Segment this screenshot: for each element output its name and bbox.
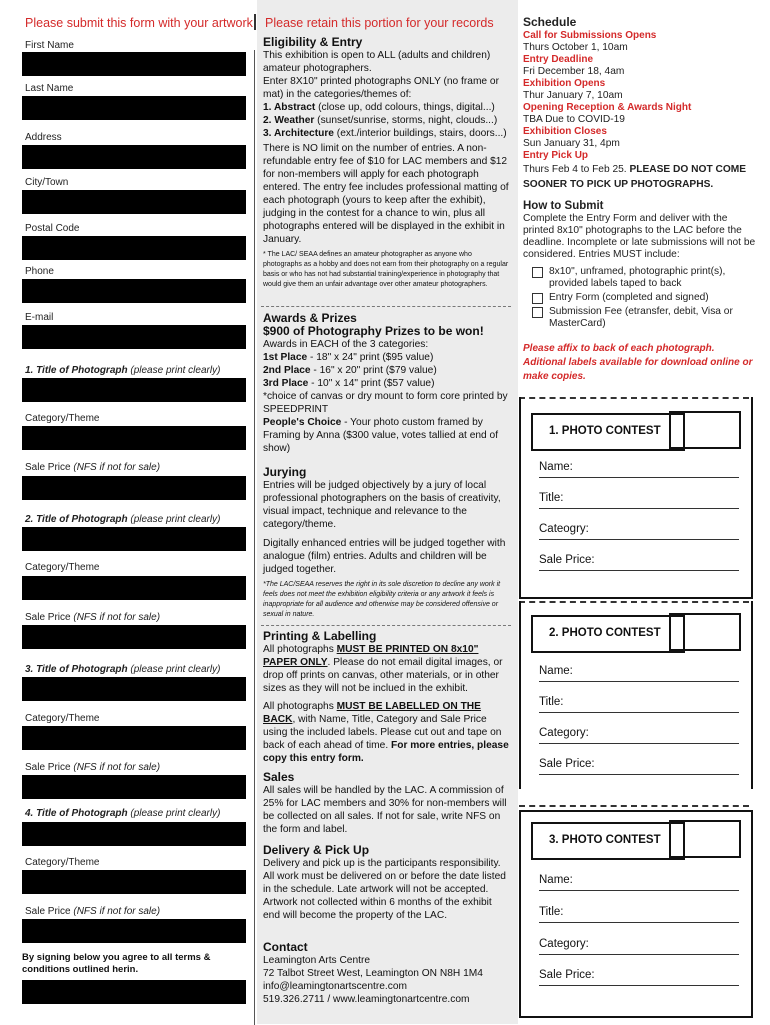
photo-2-category-field[interactable] (22, 576, 246, 600)
schedule-item-value: Thurs October 1, 10am (523, 42, 628, 53)
phone-field[interactable] (22, 279, 246, 303)
city-field[interactable] (22, 190, 246, 214)
photo-1-category-label: Category/Theme (25, 413, 100, 424)
contact-title: Contact (263, 940, 308, 954)
label-title-box: 3. PHOTO CONTEST (531, 822, 685, 860)
label-category-row[interactable]: Category: (539, 727, 739, 744)
photo-4-category-label: Category/Theme (25, 857, 100, 868)
schedule-item-label: Call for Submissions Opens (523, 30, 657, 41)
photo-3-title-label: 3. Title of Photograph (please print clearly) (25, 664, 221, 675)
checklist-item[interactable]: Submission Fee (etransfer, debit, Visa or MasterCard) (532, 306, 758, 330)
label-title-box: 1. PHOTO CONTEST (531, 413, 685, 451)
contact-section (263, 941, 511, 1006)
delivery-title: Delivery & Pick Up (263, 843, 370, 857)
photo-2-price-field[interactable] (22, 625, 246, 649)
category-architecture: 3. Architecture (ext./interior buildings, stairs, doors...) (263, 128, 507, 139)
awards-intro: Awards in EACH of the 3 categories: (263, 339, 429, 350)
photo-3-category-label: Category/Theme (25, 713, 100, 724)
label-card-3 (519, 810, 753, 1018)
third-place: 3rd Place - 10" x 14" print ($57 value) (263, 378, 435, 389)
contact-email[interactable]: info@leamingtonartscentre.com (263, 981, 407, 992)
label-title-row[interactable]: Title: (539, 696, 739, 713)
choice-note: *choice of canvas or dry mount to form core printed by SPEEDPRINT (263, 391, 508, 415)
checkbox-icon[interactable] (532, 307, 543, 318)
label-name-row[interactable]: Name: (539, 461, 739, 478)
checklist-item[interactable]: 8x10", unframed, photographic print(s), provided labels taped to back (532, 266, 758, 290)
email-label: E-mail (25, 312, 54, 323)
label-price-row[interactable]: Sale Price: (539, 969, 739, 986)
label-title-row[interactable]: Title: (539, 492, 739, 509)
signature-note: By signing below you agree to all terms & conditions outlined herin. (22, 952, 211, 975)
pickup-details: Thurs Feb 4 to Feb 25. PLEASE DO NOT COME SOONER TO PICK UP PHOTOGRAPHS. (523, 164, 747, 190)
schedule-title: Schedule (523, 15, 577, 29)
checkbox-icon[interactable] (532, 267, 543, 278)
eligibility-p1: This exhibition is open to ALL (adults and children) amateur photographers. (263, 50, 491, 74)
schedule-item-label: Opening Reception & Awards Night (523, 102, 692, 113)
last-name-field[interactable] (22, 96, 246, 120)
label-price-row[interactable]: Sale Price: (539, 554, 739, 571)
awards-section (263, 312, 511, 455)
amateur-footnote: * The LAC/ SEAA defines an amateur photographer as anyone who photographs as a hobby and does not earn from their photography on a regular basis or who has not had substantial training/experience in photography that would give them an unfair advantage over other amateur photographers. (263, 251, 509, 288)
jurying-section (263, 466, 511, 620)
label-corner-box (669, 613, 741, 651)
peoples-choice: People's Choice - Your photo custom framed by Framing by Anna ($300 value, votes tallied at end of show) (263, 417, 499, 454)
label-price-row[interactable]: Sale Price: (539, 758, 739, 775)
printing-title: Printing & Labelling (263, 629, 377, 643)
printing-section (263, 630, 511, 765)
jurying-p2: Digitally enhanced entries will be judged together with analogue (film) entries. Adults and children will be judged together. (263, 538, 506, 575)
divider (261, 625, 511, 626)
first-name-field[interactable] (22, 52, 246, 76)
schedule-item-label: Exhibition Closes (523, 126, 607, 137)
label-corner-box (669, 411, 741, 449)
photo-3-price-label: Sale Price (NFS if not for sale) (25, 762, 161, 773)
label-category-row[interactable]: Cateogry: (539, 523, 739, 540)
eligibility-section (263, 36, 511, 290)
label-card-1 (519, 397, 753, 599)
photo-3-price-field[interactable] (22, 775, 246, 799)
signature-field[interactable] (22, 980, 246, 1004)
awards-title: Awards & Prizes (263, 311, 357, 325)
photo-4-category-field[interactable] (22, 870, 246, 894)
records-heading: Please retain this portion for your records (265, 16, 494, 30)
photo-2-title-label: 2. Title of Photograph (please print clearly) (25, 514, 221, 525)
photo-4-price-field[interactable] (22, 919, 246, 943)
photo-2-category-label: Category/Theme (25, 562, 100, 573)
divider (261, 306, 511, 307)
schedule-item-value: Sun January 31, 4pm (523, 138, 620, 149)
first-name-label: First Name (25, 40, 74, 51)
city-label: City/Town (25, 177, 69, 188)
contact-address: 72 Talbot Street West, Leamington ON N8H 1M4 (263, 968, 483, 979)
printing-p2: All photographs MUST BE LABELLED ON THE BACK, with Name, Title, Category and Sale Price using the included labels. Please cut out and tape on back of each ahead of time. For more entries, please copy this entry form. (263, 701, 509, 764)
photo-1-title-field[interactable] (22, 378, 246, 402)
jurying-title: Jurying (263, 465, 307, 479)
category-weather: 2. Weather (sunset/sunrise, storms, night, clouds...) (263, 115, 498, 126)
schedule-item-value: Fri December 18, 4am (523, 66, 625, 77)
label-card-2 (519, 601, 753, 789)
jurying-p1: Entries will be judged objectively by a jury of local professional photographers on the basis of creativity, visual impact, technique and relevance to the category/theme. (263, 480, 501, 530)
sales-section (263, 771, 511, 836)
contact-org: Leamington Arts Centre (263, 955, 371, 966)
second-place: 2nd Place - 16" x 20" print ($79 value) (263, 365, 437, 376)
photo-4-title-label: 4. Title of Photograph (please print clearly) (25, 808, 221, 819)
sales-p1: All sales will be handled by the LAC. A commission of 25% for LAC members and 30% for non-members will be collected on all sales. If not for sale, write NFS on the form and label. (263, 785, 507, 835)
checkbox-icon[interactable] (532, 293, 543, 304)
label-category-row[interactable]: Category: (539, 938, 739, 955)
jurying-note: *The LAC/SEAA reserves the right in its sole discretion to decline any work it feels does not meet the exhibition eligibility criteria or any artwork it feels is inappropriate for all audience and otherwise may be considered offensive or sexual in nature. (263, 581, 501, 618)
address-field[interactable] (22, 145, 246, 169)
label-title-row[interactable]: Title: (539, 906, 739, 923)
photo-1-title-label: 1. Title of Photograph (please print clearly) (25, 365, 221, 376)
photo-1-price-label: Sale Price (NFS if not for sale) (25, 462, 161, 473)
schedule-item-label: Entry Deadline (523, 54, 594, 65)
checklist-item[interactable]: Entry Form (completed and signed) (532, 292, 758, 304)
label-title-box: 2. PHOTO CONTEST (531, 615, 685, 653)
photo-4-price-label: Sale Price (NFS if not for sale) (25, 906, 161, 917)
divider-tick (254, 14, 256, 30)
photo-2-title-field[interactable] (22, 527, 246, 551)
schedule-section (523, 16, 758, 192)
how-to-section (523, 200, 758, 384)
label-corner-box (669, 820, 741, 858)
delivery-p1: Delivery and pick up is the participants responsibility. All work must be delivered on or before the date listed in the schedule. Late artwork will not be accepted. Artwork not collected within 6 months of the exhibit end will become the property of the LAC. (263, 858, 506, 921)
schedule-item-value: Thur January 7, 10am (523, 90, 623, 101)
photo-2-price-label: Sale Price (NFS if not for sale) (25, 612, 161, 623)
column-divider (254, 50, 255, 1025)
contact-phone-web[interactable]: 519.326.2711 / www.leamingtonartcentre.com (263, 994, 470, 1005)
photo-3-category-field[interactable] (22, 726, 246, 750)
awards-subtitle: $900 of Photography Prizes to be won! (263, 324, 484, 338)
entry-form-heading: Please submit this form with your artwork (25, 16, 253, 30)
photo-3-title-field[interactable] (22, 677, 246, 701)
last-name-label: Last Name (25, 83, 74, 94)
delivery-section (263, 844, 511, 922)
schedule-item-label: Entry Pick Up (523, 150, 589, 161)
eligibility-title: Eligibility & Entry (263, 35, 363, 49)
postal-code-field[interactable] (22, 236, 246, 260)
photo-1-category-field[interactable] (22, 426, 246, 450)
label-name-row[interactable]: Name: (539, 874, 739, 891)
printing-p1: All photographs MUST BE PRINTED ON 8x10" PAPER ONLY. Please do not email digital images, or drop off prints on canvas, other materials, or in other sizes as they will not be inclued in the exhibit. (263, 644, 503, 694)
sales-title: Sales (263, 770, 295, 784)
eligibility-p2: Enter 8X10" printed photographs ONLY (no frame or mat) in the categories/themes of: (263, 76, 499, 100)
schedule-item-value: TBA Due to COVID-19 (523, 114, 625, 125)
label-name-row[interactable]: Name: (539, 665, 739, 682)
first-place: 1st Place - 18" x 24" print ($95 value) (263, 352, 434, 363)
photo-1-price-field[interactable] (22, 476, 246, 500)
how-to-title: How to Submit (523, 200, 604, 212)
postal-code-label: Postal Code (25, 223, 80, 234)
schedule-item-label: Exhibition Opens (523, 78, 606, 89)
phone-label: Phone (25, 266, 54, 277)
affix-note: Please affix to back of each photograph. Aditional labels available for download online or make copies. (523, 343, 753, 382)
category-abstract: 1. Abstract (close up, odd colours, things, digital...) (263, 102, 495, 113)
address-label: Address (25, 132, 62, 143)
eligibility-p3: There is NO limit on the number of entries. A non-refundable entry fee of $10 for LAC members and $12 for non-members will apply for each photograph entered. The entry fee includes professional matting of each photograph (yours to keep after the exhibit), judging in the contest for a chance to win, plus all photographs entered will be displayed in the exhibit in January. (263, 143, 509, 245)
email-field[interactable] (22, 325, 246, 349)
photo-4-title-field[interactable] (22, 822, 246, 846)
cut-line (519, 805, 749, 807)
how-to-p1: Complete the Entry Form and deliver with the printed 8x10" photographs to the LAC before the deadline. Incomplete or late submissions will not be considered. Entries MUST include: (523, 213, 756, 260)
